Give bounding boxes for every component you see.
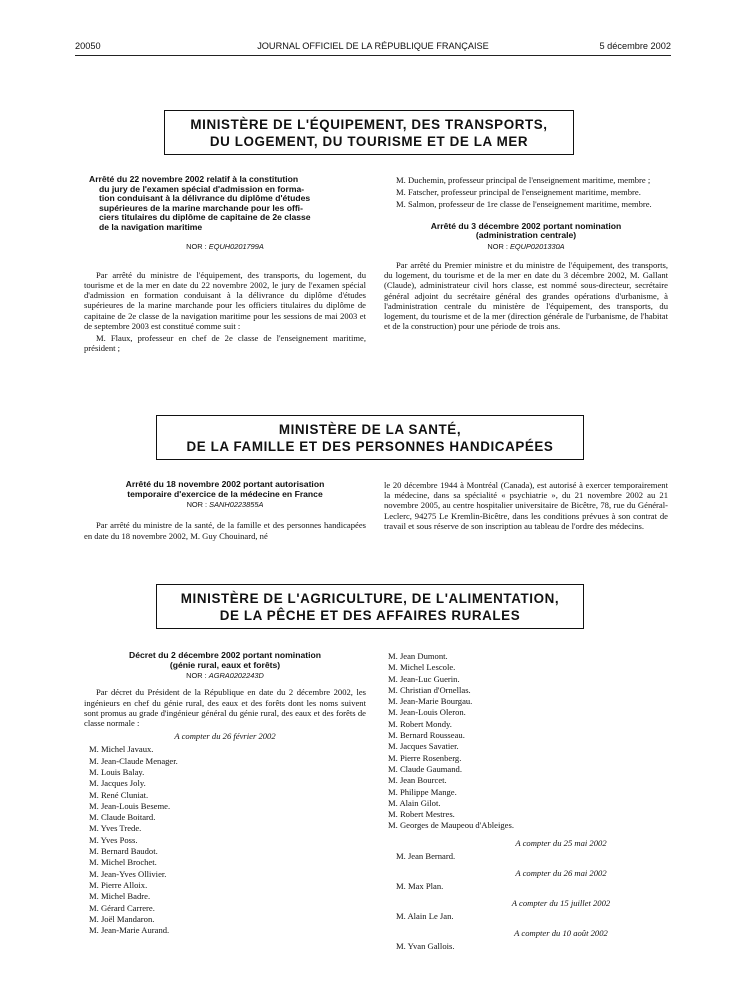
article-arrete-medecine-cont — [384, 480, 668, 533]
nor-reference — [384, 242, 668, 252]
list-item: M. Michel Javaux. — [89, 744, 154, 755]
names-list — [384, 941, 668, 952]
article-body: le 20 décembre 1944 à Montréal (Canada), est autorisé à exercer temporairement la médecine, dans sa spécialité « psychiatrie », du 21 novembre 2002 au 21 novembre 2005, au centre hospitalier universitaire de Bicêtre, 78, rue du Général-Leclerc, 94275 Le Kremlin-Bicêtre, dans les conditions prévues à son contrat de travail et sous réserve de son inscription au tableau de l'ordre des médecins. — [384, 480, 668, 531]
list-item: M. Joël Mandaron. — [89, 913, 155, 924]
nor-code: SANH0223855A — [209, 500, 264, 510]
list-item: M. Bernard Baudot. — [89, 846, 158, 857]
list-item: M. Michel Badre. — [89, 891, 151, 902]
names-list — [384, 881, 668, 892]
list-item: M. Alain Gilot. — [388, 797, 441, 808]
title-line: (génie rural, eaux et forêts) — [169, 659, 281, 670]
journal-title: JOURNAL OFFICIEL DE LA RÉPUBLIQUE FRANÇAISE — [257, 41, 489, 51]
ministry-title-line2: DE LA FAMILLE ET DES PERSONNES HANDICAPÉES — [186, 439, 554, 454]
effective-date: A compter du 25 mai 2002 — [515, 837, 607, 848]
article-body: Par décret du Président de la République en date du 2 décembre 2002, les ingénieurs en chef du génie rural, des eaux et des forêts dont les noms suivent sont promus au grade d'ingénieur général du génie rural, des eaux et des forêts de classe normale : — [84, 687, 366, 728]
nor-reference — [84, 671, 366, 681]
effective-date: A compter du 10 août 2002 — [514, 927, 608, 938]
article-title — [84, 480, 366, 499]
list-item: M. Jacques Joly. — [89, 778, 146, 789]
ministry-title-line1: MINISTÈRE DE L'AGRICULTURE, DE L'ALIMENTATION, — [180, 591, 560, 606]
title-line: Arrêté du 22 novembre 2002 relatif à la constitution — [89, 174, 299, 184]
title-line: du jury de l'examen spécial d'admission en forma- — [99, 183, 305, 194]
article-arrete-medecine — [84, 480, 366, 543]
nor-label: NOR : — [487, 241, 508, 251]
effective-date: A compter du 26 février 2002 — [174, 731, 276, 742]
names-list-left — [84, 744, 366, 936]
ministry-title-line2: DE LA PÊCHE ET DES AFFAIRES RURALES — [219, 608, 521, 623]
list-item: M. Bernard Rousseau. — [388, 730, 465, 741]
list-item: M. Pierre Rosenberg. — [388, 752, 462, 763]
article-body: Par arrêté du ministre de la santé, de la famille et des personnes handicapées en date du 18 novembre 2002, M. Guy Chouinard, né — [84, 520, 366, 541]
list-item: M. Jean-Louis Beseme. — [89, 800, 171, 811]
list-item: M. Jean Bourcet. — [388, 775, 447, 786]
title-line: ciers titulaires du diplôme de capitaine de 2e classe — [99, 212, 311, 223]
ministry-box-agriculture — [156, 584, 584, 629]
nor-label: NOR : — [186, 671, 207, 681]
article-body: Par arrêté du ministre de l'équipement, des transports, du logement, du tourisme et de la mer en date du 22 novembre 2002, le jury de l'examen spécial d'admission en formation conduisant à la délivrance du diplôme d'études supérieures de la marine marchande pour les officiers titulaires du diplôme de capitaine de 2e classe de la navigation maritime pour les sessions de mai 2003 et de septembre 2003 est constitué comme suit : — [84, 269, 366, 331]
jury-member: M. Duchemin, professeur principal de l'enseignement maritime, membre ; — [396, 175, 651, 185]
list-item: M. Jean-Louis Oleron. — [388, 707, 466, 718]
ministry-box-equipement — [164, 110, 574, 155]
list-item: M. Michel Brochet. — [89, 857, 157, 868]
list-item: M. Christian d'Ornellas. — [388, 684, 471, 695]
title-line: (administration centrale) — [475, 230, 577, 241]
article-title — [84, 651, 366, 670]
list-item: M. Yvan Gallois. — [396, 940, 455, 951]
effective-date: A compter du 26 mai 2002 — [515, 867, 607, 878]
list-item: M. Philippe Mange. — [388, 786, 457, 797]
nor-code: EQUP0201330A — [509, 241, 565, 251]
jury-member: M. Salmon, professeur de 1re classe de l'enseignement maritime, membre. — [396, 199, 652, 210]
list-item: M. Yves Trede. — [89, 823, 142, 834]
list-item: M. Jean-Yves Ollivier. — [89, 868, 167, 879]
ministry-title-line1: MINISTÈRE DE L'ÉQUIPEMENT, DES TRANSPORTS, — [190, 117, 548, 132]
list-item: M. Jean-Claude Menager. — [89, 755, 178, 766]
header-rule — [75, 55, 671, 56]
names-list — [384, 851, 668, 862]
list-item: M. René Cluniat. — [89, 789, 149, 800]
list-item: M. Jean Bernard. — [396, 850, 456, 861]
ministry-box-sante — [156, 415, 584, 460]
article-body: Par arrêté du Premier ministre et du ministre de l'équipement, des transports, du logement, du tourisme et de la mer en date du 3 décembre 2002, M. Gallant (Claude), administrateur civil hors classe, est nommé sous-directeur, secrétaire général adjoint du secrétaire général des grandes opérations d'urbanisme, à l'administration centrale du ministère de l'équipement, des transports, du logement, du tourisme et de la mer (direction générale de l'urbanisme, de l'habitat et de la construction) pour une période de trois ans. — [384, 260, 668, 332]
names-list-right — [384, 651, 668, 832]
ministry-title-line2: DU LOGEMENT, DU TOURISME ET DE LA MER — [209, 134, 529, 149]
list-item: M. Pierre Alloix. — [89, 879, 148, 890]
effective-date: A compter du 15 juillet 2002 — [511, 897, 611, 908]
title-line: Arrêté du 3 décembre 2002 portant nomination — [430, 220, 622, 231]
nor-code: EQUH0201799A — [208, 241, 264, 251]
article-decret-nomination — [84, 651, 366, 936]
list-item: M. Louis Balay. — [89, 767, 145, 777]
list-item: M. Jean-Marie Aurand. — [89, 925, 170, 936]
list-item: M. Gérard Carrere. — [89, 902, 155, 913]
article-title — [84, 175, 366, 233]
list-item: M. Jean-Marie Bourgau. — [388, 696, 473, 707]
ministry-title-line1: MINISTÈRE DE LA SANTÉ, — [278, 422, 462, 437]
nor-reference — [84, 500, 366, 510]
nor-label: NOR : — [186, 241, 207, 251]
title-line: temporaire d'exercice de la médecine en France — [127, 488, 323, 499]
list-item: M. Claude Gaumand. — [388, 763, 462, 774]
list-item: M. Michel Lescole. — [388, 662, 456, 673]
article-decret-nomination-cont — [384, 651, 668, 952]
nor-label: NOR : — [186, 500, 208, 510]
list-item: M. Max Plan. — [396, 880, 444, 891]
jury-member: M. Fatscher, professeur principal de l'enseignement maritime, membre. — [396, 187, 641, 198]
list-item: M. Yves Poss. — [89, 834, 138, 845]
nor-reference — [84, 242, 366, 252]
title-line: supérieures de la marine marchande pour les offi- — [99, 202, 303, 213]
article-right-column — [384, 175, 668, 333]
list-item: M. Georges de Maupeou d'Ableiges. — [388, 820, 514, 831]
list-item: M. Alain Le Jan. — [396, 910, 454, 921]
title-line: de la navigation maritime — [99, 221, 203, 232]
page-header — [75, 41, 671, 53]
title-line: Arrêté du 18 novembre 2002 portant autorisation — [125, 479, 325, 489]
list-item: M. Robert Mestres. — [388, 809, 455, 820]
title-line: Décret du 2 décembre 2002 portant nomination — [129, 650, 321, 660]
list-item: M. Claude Boitard. — [89, 812, 156, 823]
title-line: tion conduisant à la délivrance du diplôme d'études — [99, 193, 311, 204]
article-arrete-jury — [84, 175, 366, 355]
page-number: 20050 — [75, 41, 101, 51]
nor-code: AGRA0202243D — [208, 671, 264, 681]
names-list — [384, 911, 668, 922]
article-title — [384, 222, 668, 241]
issue-date: 5 décembre 2002 — [599, 41, 671, 51]
list-item: M. Jean Dumont. — [388, 651, 448, 661]
list-item: M. Jacques Savatier. — [388, 741, 459, 752]
list-item: M. Robert Mondy. — [388, 718, 452, 729]
list-item: M. Jean-Luc Guerin. — [388, 673, 460, 684]
jury-member: M. Flaux, professeur en chef de 2e classe de l'enseignement maritime, président ; — [84, 332, 366, 354]
